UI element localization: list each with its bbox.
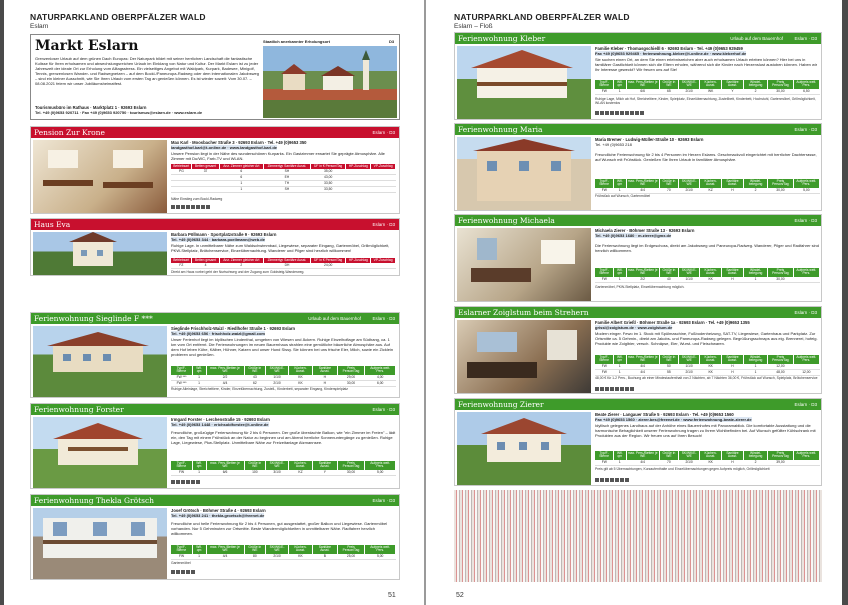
listing-title-bar	[455, 124, 821, 135]
location-badge: Eslarn · D3	[794, 218, 817, 223]
listing-address: Max Karl · Moosbacher Straße 3 · 92693 Eslarn · Tel. +49 (0)9653 350	[171, 140, 307, 145]
listing-address: Familie Albert Grießl · Böhmer Straße 1a · 92693 Eslarn · Tel. +49 (0)9653 1355	[595, 320, 750, 325]
price-table: Typ/F-Sterne Wfl. qm max. Pers./Betten je WE Größe in WE SK/WK/E-WE Küchen-Ausst. Sanitäre Ausst. Windel-belegung Preis Person/Tag Aufpreis weit. Pers. FW 1 4/4 50 1/1/0 KK H 1 12,00 FW 1 4/4 55 2/1/0 KK H 1 48,00 12,00	[595, 355, 820, 376]
listing-web-link[interactable]: landgasthof-karl@t-online.de · www.landgasthof-karl.de	[171, 145, 277, 150]
amenity-icons	[595, 111, 644, 115]
subregion-title: Eslarn	[30, 23, 49, 30]
location-badge: Eslarn · D3	[372, 407, 395, 412]
listing-card	[454, 398, 822, 486]
location-badge: Eslarn · D3	[794, 127, 817, 132]
listing-description: Modern einger. Fewo im 1. Stock mit Spülmaschine, Fußbodenheizung, SAT-TV, Liegewiese, Gartenhaus und Parkplatz. Zur Ortsmitte ca. 5 Gehmin., direkt am Jakobs- und Paneuropa-Radweg gelegen. Begrüßungsschnaps aus eig. Brennerei, hofeig. Produkte wie Zoiglbier, versch. Schnäpse, Eier, Wurst- und Fleischwaren.	[595, 331, 818, 346]
listing-note: Gartenmöbel	[171, 561, 191, 565]
location-badge: Eslarn · D3	[372, 316, 395, 321]
living-room-image	[457, 228, 591, 301]
table-row: FW 1 6/6 65 2/1/0 WK Y 2 30,00 6,50	[595, 89, 820, 95]
table-row: FW 1 4/4 55 2/1/0 KK H 1 48,00 12,00	[595, 369, 820, 375]
listing-address: Josef Grötsch · Böhmer Straße 4 · 92693 Eslarn	[171, 508, 266, 513]
listing-description: Freundliche und helle Ferienwohnung für 2 bis 4 Personen, gut ausgestattet, großer Balkon und Liegewiese. Gartenmöbel vorhanden. Nur 5 Gehminuten zur Ortsmitte. Beste Wandermöglichkeiten in unmittelbarer Nähe. Radfahrer herzlich willkommen.	[171, 521, 388, 536]
amenity-icons	[171, 480, 200, 484]
table-row: FW 1 4/4 80 2/1/0 KK B 25,00 5,00	[171, 554, 396, 560]
table-row: PG 37 6 SH 35,00	[171, 169, 396, 175]
region-title: NATURPARKLAND OBERPFÄLZER WALD	[30, 12, 206, 22]
listing-address: Sieglinde Frischholz-Waizl · Riedlhofer Straße 1 · 92693 Eslarn	[171, 326, 296, 331]
listing-description: Die Ferienwohnung liegt im Erdgeschoss, direkt am Jakobsweg und Paneuropa-Radweg. Wanderer, Pilger und Radfahrer sind herzlich willkommen.	[595, 243, 819, 253]
listing-photo	[33, 508, 167, 579]
listing-title-bar	[455, 307, 821, 318]
price-table: Typ/F-Sterne Wfl. qm max. Pers./Betten je WE Größe in WE SK/WK/E-WE Küchen-Ausst. Sanitäre Ausst. Preis Person/Tag Aufpreis weit. Pers. FW *** 1 2/2 43 1/1/0 KK H 29,00 4,00 FW *** 1 4/4 62 2/1/0 KK H 30,00 6,00	[171, 366, 396, 387]
listing-title-bar	[455, 215, 821, 226]
table-row: FW 1 4/4 70 2/1/0 KZ H 2 30,00 5,00	[595, 188, 820, 194]
house-image	[33, 417, 167, 488]
listing-title: Ferienwohnung Zierer	[458, 400, 544, 409]
corrupted-image-area	[454, 490, 822, 582]
price-table: Typ/F-Sterne Wfl. qm max. Pers./Betten je WE Größe in WE SK/WK/E-WE Küchen-Ausst. Sanitäre Ausst. Windel-belegung Preis Person/Tag Aufpreis weit. Pers. FW 1 4/4 70 2/1/0 KK H 2 39,00	[595, 451, 820, 466]
listing-photo	[457, 320, 591, 393]
country-house-image	[457, 412, 591, 485]
listing-address: Michaela Zierer · Böhmer Straße 13 · 92693 Eslarn	[595, 228, 695, 233]
table-row: FZ 4 2 DH 24,00	[171, 263, 396, 269]
listing-card	[30, 218, 400, 276]
intro-photo	[263, 46, 397, 118]
listing-photo	[457, 412, 591, 485]
listing-web-link[interactable]: grissl@zoiglstum.de · www.zoiglstum.de	[595, 325, 673, 330]
listing-title-bar	[455, 33, 821, 44]
table-row: FW *** 1 4/4 62 2/1/0 KK H 30,00 6,00	[171, 380, 396, 386]
listing-address: Familie Kleber · Thomasgschießl 6 · 92693 Eslarn · Tel. +49 (0)9653 929459	[595, 46, 743, 51]
listing-web-link[interactable]: Tel. +49 (0)9653 656 · frischholz.waizl@gmail.com	[171, 331, 265, 336]
listing-note: Ruhige Alleinlage, Streicheltiere, Kinder, Einzelübernachtung, Zustell-, Kinderbett, separater Eingang, Kinderspielplatz	[171, 387, 348, 391]
intro-photo-caption: Staatlich anerkannter Erholungsort	[263, 39, 330, 44]
listing-title: Ferienwohnung Kleber	[458, 34, 546, 43]
listing-web-link[interactable]: Fax +49 (0)9653 1560 · zierer.bes@freenet.de · www.ferienwohnung-beate-zierer.de	[595, 417, 752, 422]
intro-box	[30, 34, 400, 120]
listing-title-bar	[31, 313, 399, 324]
listing-web-link[interactable]: Tel. +49 (0)9653 344 · barbara.poellmann@web.de	[171, 237, 265, 242]
price-table: Typ/F-Sterne Wfl. qm max. Pers./Betten je WE Größe in WE SK/WK/E-WE Küchen-Ausst. Sanitäre Ausst. Windel-belegung Preis Person/Tag Aufpreis weit. Pers. FW 1 6/6 65 2/1/0 WK Y 2 30,00 6,50	[595, 80, 820, 95]
price-table: Betriebsart Betten gesamt Anz. Zimmer gleicher Art Zimmertyp Sanitäre Ausst. ÜF in € Person/Tag HP-Zuschlag VP-Zuschlag FZ 4 2 DH 24,00	[171, 258, 396, 269]
townhouse-image	[457, 137, 591, 210]
price-table: Betriebsart Betten gesamt Anz. Zimmer gleicher Art Zimmertyp Sanitäre Ausst. ÜF in € Person/Tag HP-Zuschlag VP-Zuschlag PG 37 6 SH 35,00 6 EH 43,00 1 TH 33,50 1 SH 33,50	[171, 164, 396, 193]
location-badge: Eslarn · D3	[372, 130, 395, 135]
farmhouse-image	[457, 46, 591, 119]
location-badge: Eslarn · D3	[794, 36, 817, 41]
listing-card	[454, 306, 822, 394]
listing-address: Beate Zierer · Langauer Straße 5 · 92693 Eslarn · Tel. +49 (0)9653 1560	[595, 412, 734, 417]
listing-description: Idyllisch gelegenes Landhaus auf der Anhöhe eines Bauernhofes mit Panoramablick. Die komfortable Ausstattung und die harmonische Behaglichkeit unserer Ferienwohnung tragen zu Ihrem Wohlbefinden bei. Auf Wunsch gefüllter Kühlschrank mit Produkten aus der Region. Wir freuen uns auf Ihren Besuch!	[595, 423, 816, 438]
location-badge: Eslarn · D3	[372, 498, 395, 503]
page-number: 51	[388, 592, 396, 599]
apartment-interior-image	[457, 320, 591, 393]
balcony-image	[33, 508, 167, 579]
category-label: Urlaub auf dem Bauernhof	[730, 36, 783, 41]
listing-title: Ferienwohnung Michaela	[458, 216, 555, 225]
listing-card	[454, 123, 822, 211]
listing-card	[454, 214, 822, 302]
listing-note: Direkt am Haus vorbei geht der Nurtschweg und der Zugang zum Goldsteig-Wanderweg.	[171, 270, 305, 274]
table-row: FW 1 6/6 100 3/1/0 KZ Y 30,00 5,00	[171, 470, 396, 476]
intro-contact-2: Tel. +49 (0)9653 920711 · Fax +49 (0)9653 920750 · tourismus@eslarn.de · www.eslarn.de	[35, 110, 203, 115]
listing-address: Barbara Pöllmann · Sportplatzstraße 9 · 92693 Eslarn	[171, 232, 277, 237]
listing-card	[30, 403, 400, 489]
table-row: FW *** 1 2/2 43 1/1/0 KK H 29,00 4,00	[171, 375, 396, 381]
listing-address: Maria Bremer · Ludwig-Müller-Straße 10 · 92693 Eslarn	[595, 137, 704, 142]
listing-title: Ferienwohnung Forster	[34, 405, 124, 414]
listing-title: Pension Zur Krone	[34, 128, 105, 137]
listing-card	[30, 312, 400, 398]
listing-card	[30, 126, 400, 214]
price-table: Typ/F-Sterne Wfl. qm max. Pers./Betten je WE Größe in WE SK/WK/E-WE Küchen-Ausst. Sanitäre Ausst. Preis Person/Tag Aufpreis weit. Pers. FW 1 4/4 80 2/1/0 KK B 25,00 5,00	[171, 545, 396, 560]
listing-note: Ruhige Lage, Milch ab Hof, Streicheltiere, Kinder, Spielplatz, Einzelübernachtung, Zustellbett, Kinderbett, Hochstuhl, Gartenmöbel, Grillmöglichkeit, WLAN kostenlos	[595, 97, 816, 105]
listing-description: Freundliche Ferienwohnung für 2 bis 4 Personen im Herzen Eslarns. Geschmackvoll eingerichtet mit herrlicher Dachterrasse, auf Wunsch mit Frühstück. Genießen Sie Ihren Urlaub in familiärer Atmosphäre.	[595, 152, 817, 162]
listing-web-link[interactable]: Fax +49 (0)9653 929465 · ferienwohnung-kleber@t-online.de · www.kleberhof.de	[595, 51, 747, 56]
listing-title-bar	[31, 404, 399, 415]
price-table: Typ/F-Sterne Wfl. qm max. Pers./Betten je WE Größe in WE SK/WK/E-WE Küchen-Ausst. Sanitäre Ausst. Windel-belegung Preis Person/Tag Aufpreis weit. Pers. FW 1 4/4 70 2/1/0 KZ H 2 30,00 5,00	[595, 179, 820, 194]
listing-photo	[33, 140, 167, 213]
listing-address: Irmgard Forster · Lerchenstraße 15 · 92693 Eslarn	[171, 417, 270, 422]
listing-phone: Tel. +49 (0)9653 218	[595, 142, 632, 147]
region-title: NATURPARKLAND OBERPFÄLZER WALD	[454, 12, 630, 22]
intro-contact: Tourismusbüro im Rathaus · Marktplatz 1 · 92693 Eslarn	[35, 105, 147, 110]
amenity-icons	[171, 570, 195, 574]
table-row: 1 TH 33,50	[171, 180, 396, 186]
table-row: FW 1 2/2 40 1/1/0 KK H 1 30,00	[595, 277, 820, 283]
listing-web-link[interactable]: Tel. +49 (0)9653 1680 · m.zierer@gmx.de	[595, 233, 672, 238]
listing-note: Gartenmöbel, PKW-Stellplatz, Einzelübernachtung möglich.	[595, 285, 685, 289]
listing-title-bar	[31, 127, 399, 138]
listing-title: Eslarner Zoiglstum beim Strehern	[458, 308, 589, 317]
location-badge: Eslarn · D3	[372, 222, 395, 227]
amenity-icons	[595, 478, 629, 482]
price-table: Typ/F-Sterne Wfl. qm max. Pers./Betten je WE Größe in WE SK/WK/E-WE Küchen-Ausst. Sanitäre Ausst. Preis Person/Tag Aufpreis weit. Pers. FW 1 6/6 100 3/1/0 KZ Y 30,00 5,00	[171, 461, 396, 476]
page-right	[426, 0, 842, 605]
table-row: 1 SH 33,50	[171, 186, 396, 192]
table-row: FW 1 4/4 70 2/1/0 KK H 2 39,00	[595, 460, 820, 466]
intro-title: Markt Eslarn	[35, 38, 139, 54]
listing-photo	[33, 417, 167, 488]
listing-title: Ferienwohnung Maria	[458, 125, 543, 134]
intro-code: D3	[389, 39, 395, 44]
listing-web-link[interactable]: Tel. +49 (0)9653 241 · thekla.groetsch@freenet.de	[171, 513, 265, 518]
table-row: FW 1 4/4 50 1/1/0 KK H 1 12,00	[595, 364, 820, 370]
amenity-icons	[171, 205, 210, 209]
listing-web-link[interactable]: Tel. +49 (0)9653 1448 · erichsoldforster@t-online.de	[171, 422, 269, 427]
location-badge: Eslarn · D3	[794, 402, 817, 407]
table-row: 6 EH 43,00	[171, 174, 396, 180]
listing-note: Frühstück auf Wunsch, Gartenmöbel	[595, 194, 651, 198]
listing-title: Haus Eva	[34, 220, 71, 229]
listing-title: Ferienwohnung Thekla Grötsch	[34, 496, 154, 505]
listing-card	[454, 32, 822, 120]
listing-description: Sie suchen einen Ort, an dem Sie einen erlebnisreichen aber auch erholsamen Urlaub erleben können? Hier bei uns in familiärer Gastlichkeit können sich die Eltern erholen, während sich die Kinder nach Herzenslust austoben können. Haben wir Ihr Interesse geweckt? Wir freuen uns auf Sie!	[595, 57, 818, 72]
page-left	[4, 0, 424, 605]
listing-photo	[33, 232, 167, 275]
category-label: Urlaub auf dem Bauernhof	[308, 316, 361, 321]
listing-title: Ferienwohnung Sieglinde F ***	[34, 314, 153, 323]
house-image	[33, 232, 167, 275]
listing-description: Freundliche, großzügige Ferienwohnung für 2 bis 6 Personen. Der große überdachte Balkon, wie "ein Zimmer im Freien" – lädt ein, den Tag mit einem Frühstück an der Natur zu beginnen und am Abend herrliche Sonnenuntergänge zu genießen. Ruhige Lage, Liegewiese, Pkw-Stellplatz. Unmittelbare Nähe zur Freizeitanlage Atzmannsee.	[171, 430, 396, 445]
village-image	[263, 46, 397, 118]
listing-title-bar	[31, 219, 399, 230]
listing-photo	[457, 228, 591, 301]
listing-photo	[457, 46, 591, 119]
amenity-icons	[595, 387, 634, 391]
listing-description: Unser Ferienhof liegt im Idyllischen Lindenthal, umgeben von Wiesen und Äckern. Ruhige Einzelhoflage am Südhang, ca. 1 km vom Ort entfernt. Die Ferienwohnungen im neuen Bauernhaus strahlen eine gemütliche bäuerliche Atmosphäre aus. Auf dem Hof leben Kühe, Kälber, Hühner, Katzen und unser Hund Sissy. Sie können bei uns frische Eier, Milch, sowie ein Zicklein probieren und genießen.	[171, 337, 394, 357]
listing-photo	[457, 137, 591, 210]
location-badge: Eslarn · D3	[794, 310, 817, 315]
listing-note: Nähe Einstieg zum Bockl-Radweg	[171, 197, 223, 201]
price-table: Typ/F-Sterne Wfl. qm max. Pers./Betten je WE Größe in WE SK/WK/E-WE Küchen-Ausst. Sanitäre Ausst. Windel-belegung Preis Person/Tag Aufpreis weit. Pers. FW 1 2/2 40 1/1/0 KK H 1 30,00	[595, 268, 820, 283]
page-number: 52	[456, 592, 464, 599]
listing-title-bar	[31, 495, 399, 506]
listing-card	[30, 494, 400, 580]
listing-note: 48,00 € für 1-2 Pers., Buchung ab einer Mindestaufenthalt von 2 Nächten, ab 7 Nächten 36,00 €, Frühstück auf Wunsch, Spielplatz, Brötchenservice	[595, 376, 818, 380]
dining-room-image	[33, 140, 167, 213]
listing-description: Unsere Pension liegt in der Nähe des wunderschönen Kurparks. Ein Gastzimmer erwartet Sie geprägte Atmosphäre. Alle Zimmer mit Du/WC, Farb-TV und WLAN.	[171, 151, 385, 161]
subregion-title: Eslarn – Floß	[454, 23, 493, 30]
listing-photo	[33, 326, 167, 397]
listing-description: Ruhige Lage. In unmittelbarer Nähe zum Waldschwimmbad, Liegewiese, separater Eingang, Gartenmöbel, Grillmöglichkeit, PKW-Stellplatz, Brötchenservice, Einzelübernachtung. Wanderer und Pilger sind herzlich willkommen!	[171, 243, 390, 253]
intro-text: Grenzenloser Urlaub auf dem grünen Dach Europas: Der Naturpark bildet mit seiner herrlichen Landschaft die fantastische Kulisse für Ihren erholsamen und abwechslungsreichen Urlaub im Einklang von Natur und Kultur. Der Markt Eslarn ist zu jeder Jahreszeit der ideale Ort zur Erholung vom Alltagsstress. Ein vielseitiges Angebot mit Waldpark, Kurpark, Badesee, Minigolf, Tennis, grenzenlosen Wander- und Radwegnetzen – auf dem Bockl-/Paneuropa-Radweg oder dem internationalen Jakobsweg – sind ein kleiner Ausschnitt, wie Sie Ihren Urlaub vom ersten Tag an genießen können. Es ist wieder soweit: Vom 30.07. – 08.08.2021 feiern wir unser Jubiläumsheimatfest.	[35, 56, 259, 86]
farmhouse-image	[33, 326, 167, 397]
listing-title-bar	[455, 399, 821, 410]
listing-note: Preis gilt ab 5 Übernachtungen, Kurzaufenthalte und Einzelübernachtungen gegen Aufpreis möglich, Grillmöglichkeit	[595, 467, 770, 471]
